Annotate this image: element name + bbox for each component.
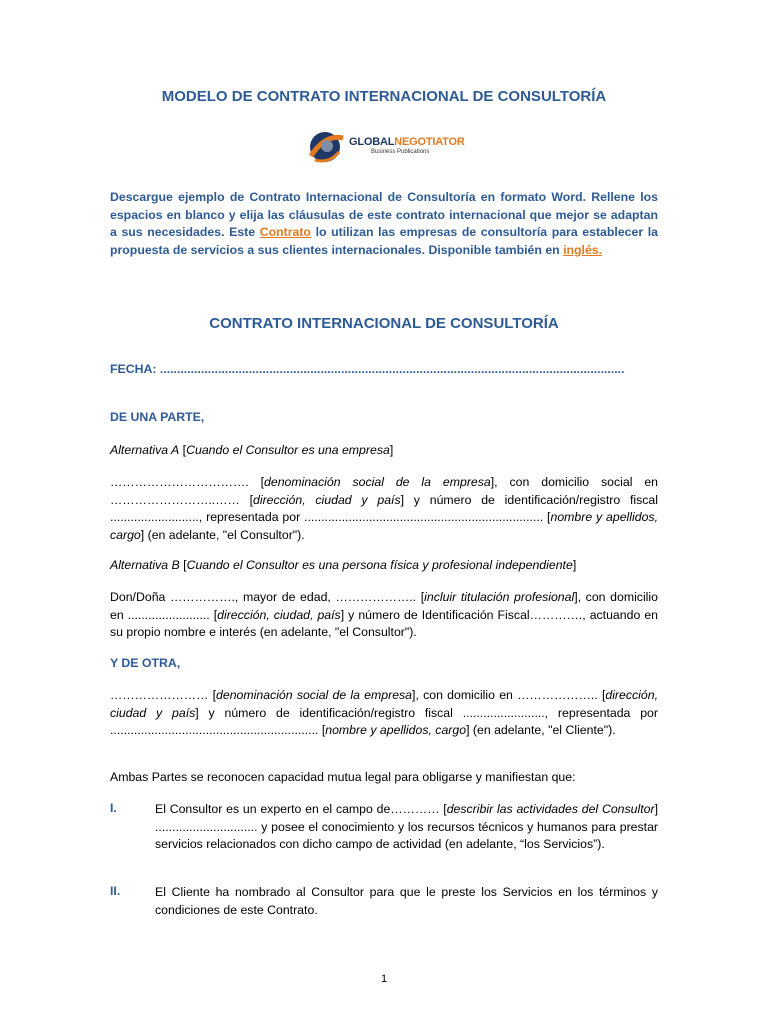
document-title: MODELO DE CONTRATO INTERNACIONAL DE CONSULTORÍA <box>161 88 607 105</box>
globalnegotiator-logo <box>305 124 467 170</box>
logo-subtitle: Business Publications <box>371 149 430 155</box>
ambas-partes-line: Ambas Partes se reconocen capacidad mutua legal para obligarse y manifiestan que: <box>110 770 576 784</box>
alternativa-b-line: Alternativa B [Cuando el Consultor es una persona física y profesional independiente] <box>110 558 577 572</box>
contract-title: CONTRATO INTERNACIONAL DE CONSULTORÍA <box>209 315 559 332</box>
y-de-otra-heading: Y DE OTRA, <box>110 656 181 670</box>
cliente-paragraph: …………………… [denominación social de la empresa], con domicilio en ……………….. [dirección, ciudad y país] y número de identificación/registro fiscal ........................, representada por ............................................................. [nombre y apellidos, cargo] (en adelante, "el Cliente"). <box>110 688 658 737</box>
list-item: El Cliente ha nombrado al Consultor para que le preste los Servicios en los términos y condiciones de este Contrato. <box>155 885 658 917</box>
logo-wordmark: GLOBALNEGOTIATOR <box>349 136 465 148</box>
page-number: 1 <box>380 973 388 985</box>
ingles-link[interactable]: inglés. <box>563 242 603 257</box>
alternativa-a-line: Alternativa A [Cuando el Consultor es una empresa] <box>110 443 394 457</box>
fecha-line: FECHA: ........................................................................................................................................ <box>110 362 625 376</box>
item-number: I. <box>110 801 117 815</box>
contrato-link[interactable]: Contrato <box>259 225 311 239</box>
list-item: El Consultor es un experto en el campo de………… [describir las actividades del Consultor] .............................. y posee el conocimiento y los recursos técnicos y humanos para prestar servicios relacionados con dicho campo de actividad (en adelante, “los Servicios”). <box>155 802 658 851</box>
consultor-persona-paragraph: Don/Doña ……………., mayor de edad, ……………….. [incluir titulación profesional], con domicilio en ........................ [dirección, ciudad, país] y número de Identificación Fiscal…………., actuando en su propio nombre e interés (en adelante, "el Consultor"). <box>110 590 658 639</box>
consultor-empresa-paragraph: ……………………………. [denominación social de la empresa], con domicilio social en ……………………..…… [dirección, ciudad y país] y número de identificación/registro fiscal .........................., representada por ...................................................................... [nombre y apellidos, cargo] (en adelante, "el Consultor"). <box>110 475 659 542</box>
globe-icon <box>305 126 347 168</box>
de-una-parte-heading: DE UNA PARTE, <box>110 410 205 424</box>
intro-paragraph: Descargue ejemplo de Contrato Internacional de Consultoría en formato Word. Rellene los espacios en blanco y elija las cláusulas de este contrato internacional que mejor se adaptan a sus necesidades. Este Contrato lo utilizan las empresas de consultoría para establecer la propuesta de servicios a sus clientes internacionales. Disponible también en inglés. <box>110 190 658 257</box>
item-number: II. <box>110 884 121 898</box>
